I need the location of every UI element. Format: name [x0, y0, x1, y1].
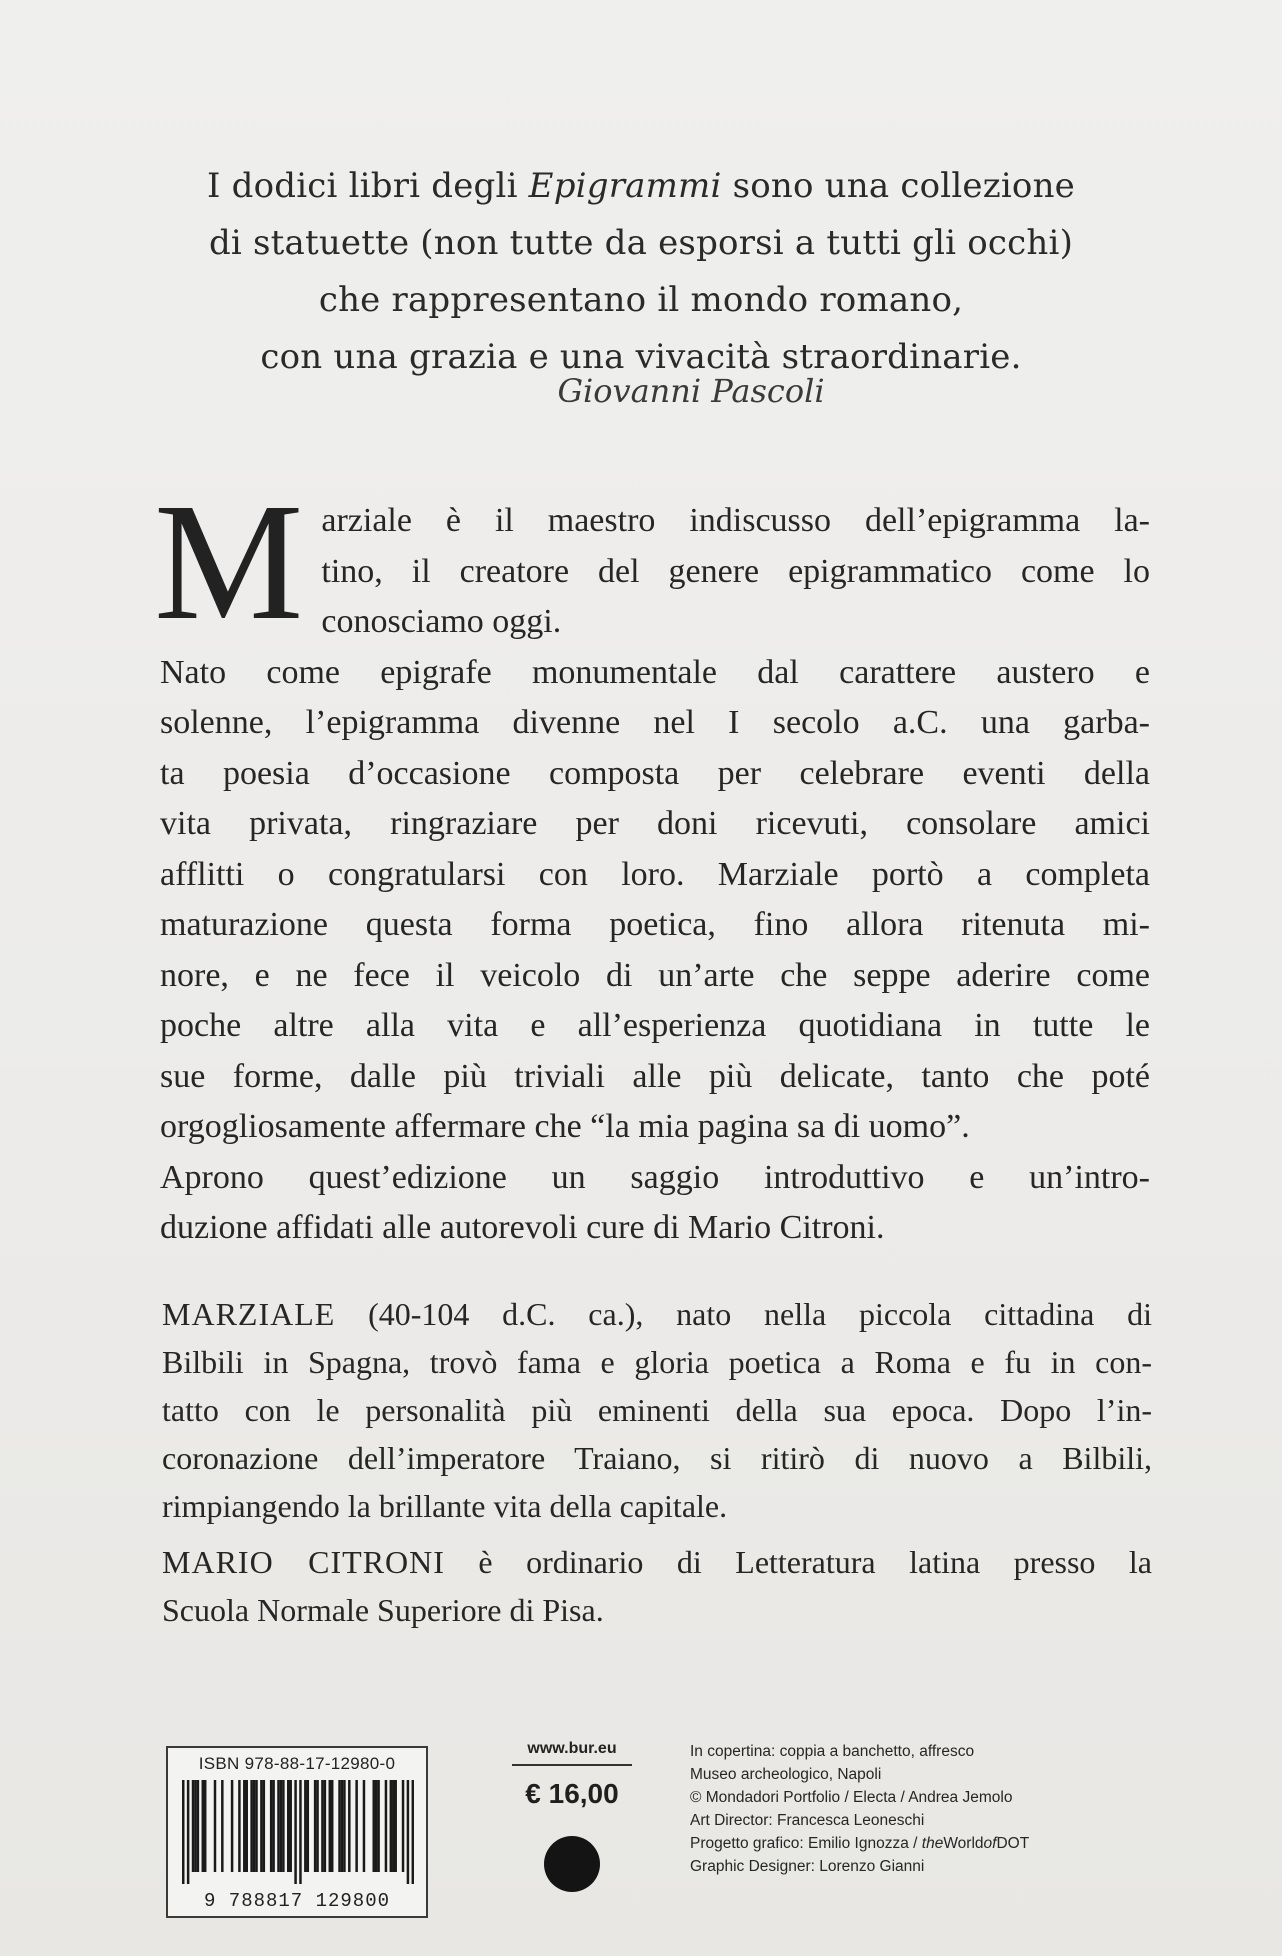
- bio-citroni-line-1: [162, 1538, 1152, 1586]
- barcode-bar: [324, 1780, 326, 1872]
- cover-credits: [690, 1740, 1130, 1878]
- bio-marziale-rest-line-2: tatto con le personalità più eminenti della sua epoca. Dopo l’in-: [162, 1392, 1152, 1428]
- publisher-logo-icon: [544, 1836, 600, 1892]
- barcode-bar: [287, 1780, 289, 1872]
- quote-author: Giovanni Pascoli: [557, 372, 825, 410]
- barcode-bar: [372, 1780, 374, 1872]
- quote-line-1-post: sono una collezione: [721, 166, 1076, 206]
- description-line-5: solenne, l’epigramma divenne nel I secolo a.C. una garba-: [160, 704, 1150, 741]
- bio-citroni-text: [162, 1586, 1152, 1634]
- credits-line-1: In copertina: coppia a banchetto, affresco: [690, 1743, 975, 1760]
- barcode-bar: [314, 1780, 316, 1872]
- barcode-bar: [343, 1780, 345, 1872]
- barcode-bar: [192, 1780, 194, 1872]
- quote-title-epigrammi: Epigrammi: [528, 166, 722, 206]
- credits-line-5-of: of: [983, 1835, 997, 1852]
- barcode-bar: [280, 1780, 282, 1872]
- barcode-bar: [289, 1780, 291, 1872]
- description-line-14: Aprono quest’edizione un saggio introduttivo e un’intro-: [160, 1158, 1150, 1196]
- barcode-bar: [392, 1780, 394, 1872]
- description: [154, 469, 1150, 1254]
- description-line-11: poche altre alla vita e all’esperienza quotidiana in tutte le: [160, 1007, 1150, 1044]
- quote-line-3: che rappresentano il mondo romano,: [318, 280, 964, 320]
- credits-line-6: Graphic Designer: Lorenzo Gianni: [690, 1858, 925, 1875]
- barcode-bar: [221, 1780, 223, 1872]
- drop-cap: M: [154, 469, 304, 655]
- barcode-bar: [182, 1780, 184, 1884]
- barcode-bar: [238, 1780, 240, 1872]
- barcode-bar: [282, 1780, 284, 1872]
- isbn-label: ISBN 978-88-17-12980-0: [198, 1754, 396, 1773]
- credits-line-2: Museo archeologico, Napoli: [690, 1766, 882, 1783]
- price-block: [512, 1740, 632, 1892]
- pascoli-quote: [150, 158, 1132, 386]
- bio-citroni-first-line: è ordinario di Letteratura latina presso la: [444, 1544, 1153, 1580]
- barcode-bar: [243, 1780, 245, 1872]
- description-line-3: conosciamo oggi.: [321, 603, 562, 640]
- barcode-bar: [402, 1780, 404, 1872]
- credits-line-5-dot: DOT: [996, 1835, 1030, 1852]
- description-line-6: ta poesia d’occasione composta per celebrare eventi della: [160, 754, 1150, 792]
- credits-line-4: Art Director: Francesca Leoneschi: [690, 1812, 925, 1829]
- bio-marziale-line-1: [162, 1290, 1152, 1338]
- description-line-15: duzione affidati alle autorevoli cure di Mario Citroni.: [160, 1209, 885, 1246]
- bio-marziale-rest-line-1: Bilbili in Spagna, trovò fama e gloria poetica a Roma e fu in con-: [162, 1344, 1152, 1380]
- barcode-bar: [260, 1780, 262, 1872]
- quote-line-1: [150, 158, 1132, 215]
- barcode-bar: [231, 1780, 233, 1872]
- barcode-bar: [214, 1780, 216, 1872]
- barcode-bar: [385, 1780, 387, 1872]
- description-line-1: arziale è il maestro indiscusso dell’epigramma la-: [321, 502, 1150, 539]
- publisher-website: www.bur.eu: [512, 1740, 632, 1766]
- description-line-7: vita privata, ringraziare per doni ricevuti, consolare amici: [160, 805, 1150, 842]
- bio-marziale-first-line: (40-104 d.C. ca.), nato nella piccola cittadina di: [335, 1296, 1152, 1332]
- barcode-bar: [307, 1780, 309, 1872]
- barcode-bar: [321, 1780, 323, 1872]
- barcode-bar: [253, 1780, 255, 1872]
- description-line-2: tino, il creatore del genere epigrammatico come lo: [321, 552, 1150, 590]
- barcode-bar: [294, 1780, 296, 1884]
- bio-marziale-rest-line-4: rimpiangendo la brillante vita della capitale.: [162, 1488, 728, 1524]
- barcode-number: 9 788817 129800: [203, 1890, 391, 1912]
- credits-line-5-the: the: [921, 1835, 944, 1852]
- barcode-bar: [194, 1780, 196, 1872]
- bio-marziale-name: MARZIALE: [162, 1296, 336, 1332]
- barcode-bar: [316, 1780, 318, 1872]
- barcode-bar: [250, 1780, 252, 1872]
- bio-citroni: [162, 1538, 1152, 1634]
- isbn-barcode: [166, 1746, 428, 1918]
- barcode-bar: [272, 1780, 274, 1872]
- description-text: [160, 496, 1150, 1254]
- barcode-bar: [263, 1780, 265, 1872]
- description-line-9: maturazione questa forma poetica, fino allora ritenuta mi-: [160, 906, 1150, 943]
- barcode-bar: [277, 1780, 279, 1872]
- barcode-bar: [204, 1780, 206, 1872]
- quote-line-1-pre: I dodici libri degli: [206, 166, 529, 206]
- barcode-bar: [299, 1780, 301, 1884]
- credits-line-5-world: World: [943, 1835, 984, 1852]
- price: € 16,00: [525, 1778, 619, 1809]
- bio-marziale: [162, 1290, 1152, 1530]
- barcode-bar: [412, 1780, 414, 1884]
- barcode-bar: [338, 1780, 340, 1872]
- barcode-bar: [187, 1780, 189, 1884]
- barcode-bar: [394, 1780, 396, 1872]
- credits-line-3: © Mondadori Portfolio / Electa / Andrea Jemolo: [690, 1789, 1013, 1806]
- description-line-4: Nato come epigrafe monumentale dal carattere austero e: [160, 653, 1150, 691]
- description-line-8: afflitti o congratularsi con loro. Marziale portò a completa: [160, 855, 1150, 893]
- credits-line-5-pre: Progetto grafico: Emilio Ignozza /: [690, 1835, 922, 1852]
- barcode-bar: [390, 1780, 392, 1872]
- barcode-bar: [329, 1780, 331, 1872]
- barcode-bar: [341, 1780, 343, 1872]
- bio-citroni-name: MARIO CITRONI: [162, 1544, 445, 1580]
- barcode-bar: [348, 1780, 350, 1872]
- barcode-bar: [245, 1780, 247, 1872]
- quote-line-2: di statuette (non tutte da esporsi a tutti gli occhi): [208, 223, 1074, 263]
- bio-marziale-text: [162, 1338, 1152, 1530]
- barcode-bar: [363, 1780, 365, 1872]
- barcode-bar: [255, 1780, 257, 1872]
- quote-line-4: con una grazia e una vivacità straordinarie.: [260, 337, 1022, 377]
- barcode-bar: [407, 1780, 409, 1884]
- barcode-bar: [375, 1780, 377, 1872]
- barcode-bars: [182, 1780, 414, 1884]
- credits-line-5: [690, 1832, 1130, 1855]
- barcode-bar: [304, 1780, 306, 1872]
- description-line-10: nore, e ne fece il veicolo di un’arte che seppe aderire come: [160, 956, 1150, 994]
- description-line-13: orgogliosamente affermare che “la mia pagina sa di uomo”.: [160, 1108, 970, 1145]
- bio-marziale-rest-line-3: coronazione dell’imperatore Traiano, si ritirò di nuovo a Bilbili,: [162, 1440, 1152, 1476]
- barcode-bar: [377, 1780, 379, 1872]
- barcode-bar: [202, 1780, 204, 1872]
- bio-citroni-rest-line-1: Scuola Normale Superiore di Pisa.: [162, 1592, 604, 1628]
- barcode-bar: [331, 1780, 333, 1872]
- barcode-bar: [197, 1780, 199, 1872]
- description-line-12: sue forme, dalle più triviali alle più delicate, tanto che poté: [160, 1057, 1150, 1095]
- barcode-bar: [355, 1780, 357, 1872]
- barcode-bar: [270, 1780, 272, 1872]
